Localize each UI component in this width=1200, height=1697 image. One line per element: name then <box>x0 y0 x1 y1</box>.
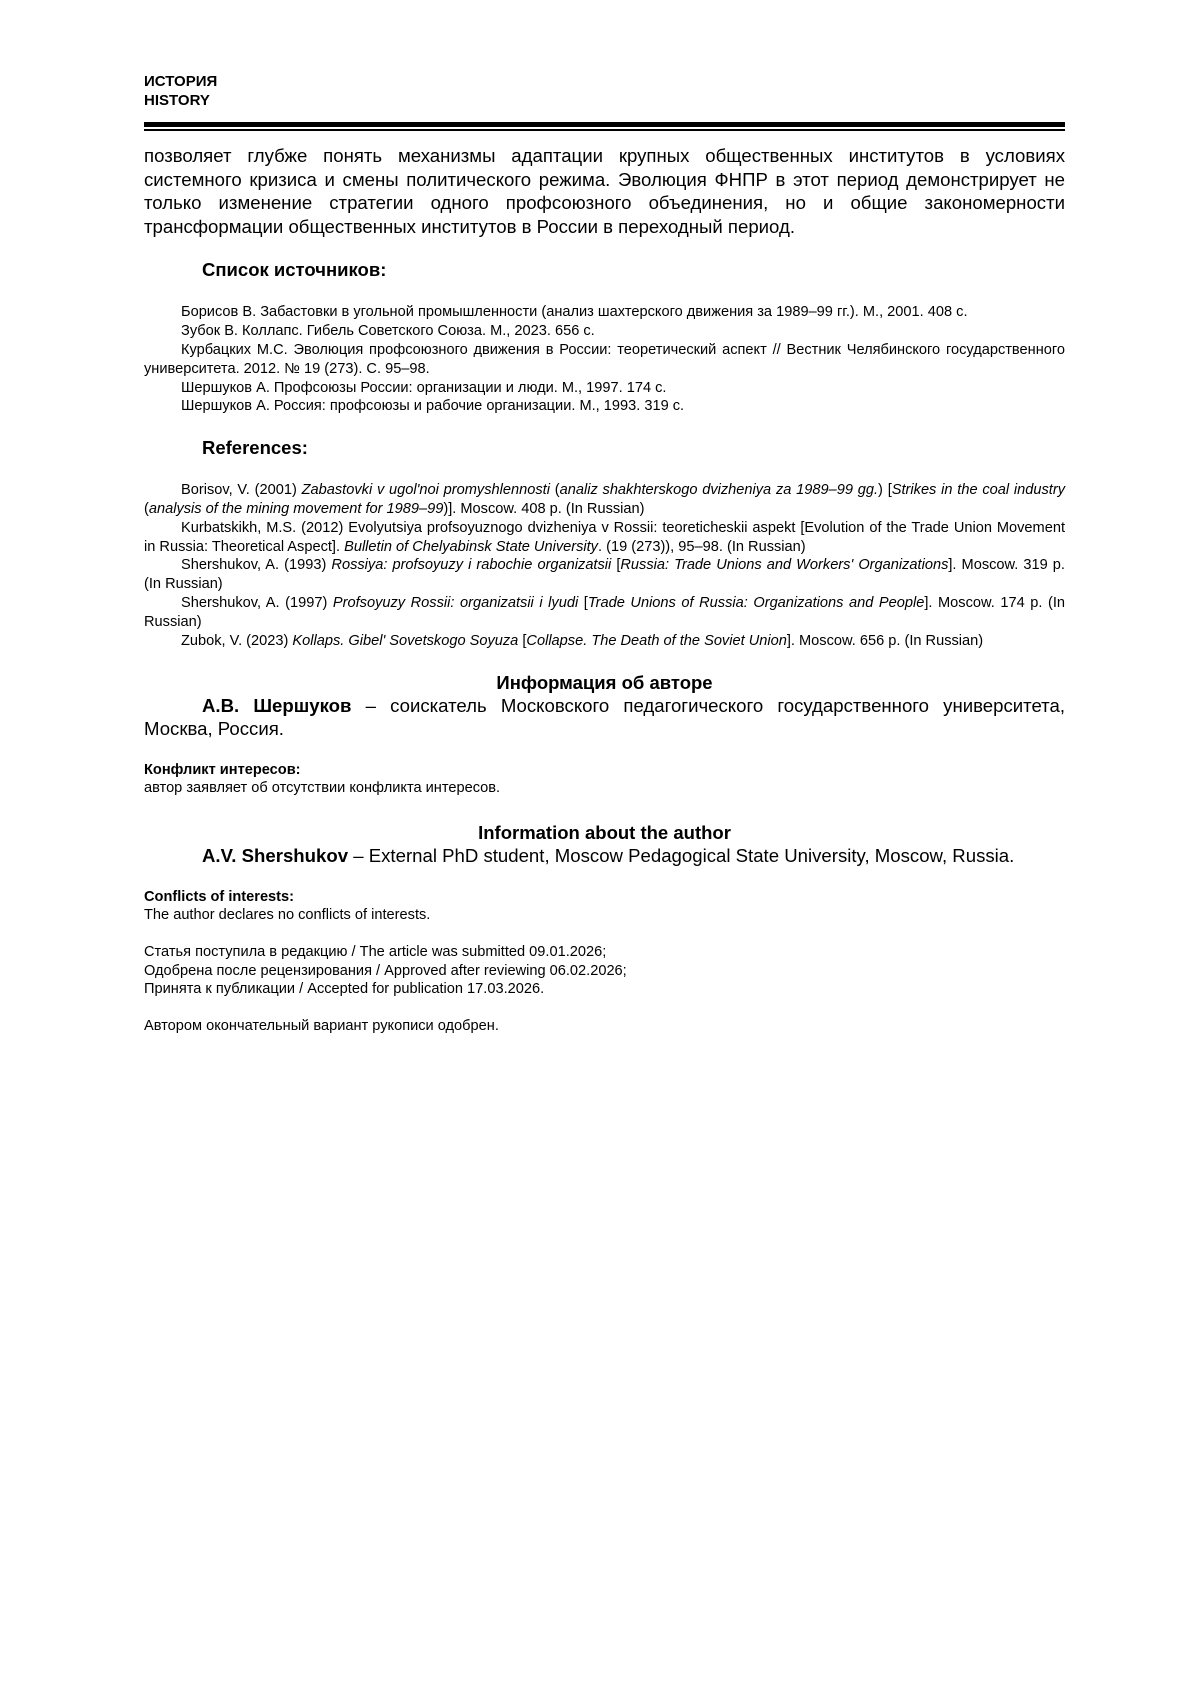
date-approved: Одобрена после рецензирования / Approved after reviewing 06.02.2026; <box>144 962 627 979</box>
conflict-text-en: The author declares no conflicts of interests. <box>144 906 431 923</box>
source-item: Шершуков А. Профсоюзы России: организации и люди. М., 1997. 174 с. <box>181 379 667 396</box>
body-paragraph: позволяет глубже понять механизмы адаптации крупных общественных институтов в условиях системного кризиса и смены политического режима. Эволюция ФНПР в этот период демонстрирует не только изменение стратегии одного профсоюзного объединения, но и общие закономерности трансформации общественных институтов в России в переходный период. <box>144 145 1065 237</box>
reference-item: Zubok, V. (2023) Kollaps. Gibel' Sovetskogo Soyuza [Collapse. The Death of the Soviet Union]. Moscow. 656 p. (In Russian) <box>181 632 984 649</box>
final-note: Автором окончательный вариант рукописи одобрен. <box>144 1017 499 1034</box>
author-info-ru: А.В. Шершуков – соискатель Московского педагогического государственного университета, Москва, Россия. <box>144 695 1065 740</box>
author-name-ru: А.В. Шершуков <box>202 695 352 717</box>
reference-item: Shershukov, A. (1993) Rossiya: profsoyuzy i rabochie organizatsii [Russia: Trade Unions and Workers' Organizations]. Moscow. 319 p. (In Russian) <box>144 557 1065 593</box>
reference-item: Kurbatskikh, M.S. (2012) Evolyutsiya profsoyuznogo dvizheniya v Rossii: teoreticheskii aspekt [Evolution of the Trade Union Movement in Russia: Theoretical Aspect]. Bulletin of Chelyabinsk State University. (19 (273)), 95–98. (In Russian) <box>144 519 1065 555</box>
running-head <box>144 72 217 110</box>
sources-heading: Список источников: <box>202 259 387 281</box>
references-heading: References: <box>202 437 308 459</box>
section-title-ru: ИСТОРИЯ <box>144 73 218 90</box>
header-rule-thin <box>144 129 1065 131</box>
author-name-en: A.V. Shershukov <box>202 844 349 866</box>
source-item: Борисов В. Забастовки в угольной промышленности (анализ шахтерского движения за 1989–99 гг.). М., 2001. 408 с. <box>181 304 968 321</box>
references-list <box>144 481 1065 650</box>
reference-item: Borisov, V. (2001) Zabastovki v ugol'noi promyshlennosti (analiz shakhterskogo dvizheniya za 1989–99 gg.) [Strikes in the coal industry (analysis of the mining movement for 1989–99)]. Moscow. 408 p. (In Russian) <box>144 482 1065 517</box>
author-info-en: A.V. Shershukov – External PhD student, Moscow Pedagogical State University, Moscow, Russia. <box>202 844 1015 866</box>
article-content <box>144 144 1065 1035</box>
conflict-label-ru: Конфликт интересов: <box>144 762 301 779</box>
author-info-heading-en: Information about the author <box>478 821 731 843</box>
header-rule-thick <box>144 122 1065 127</box>
author-info-heading-ru: Информация об авторе <box>496 672 713 694</box>
sources-list <box>144 303 1065 416</box>
reference-item: Shershukov, A. (1997) Profsoyuzy Rossii: organizatsii i lyudi [Trade Unions of Russia: Organizations and People]. Moscow. 174 p. (In Russian) <box>144 594 1066 630</box>
source-item: Зубок В. Коллапс. Гибель Советского Союза. М., 2023. 656 с. <box>181 323 595 340</box>
conflict-text-ru: автор заявляет об отсутствии конфликта интересов. <box>144 780 501 797</box>
date-submitted: Статья поступила в редакцию / The article was submitted 09.01.2026; <box>144 944 607 961</box>
conflict-label-en: Conflicts of interests: <box>144 888 295 905</box>
date-accepted: Принята к публикации / Accepted for publication 17.03.2026. <box>144 981 545 998</box>
source-item: Курбацких М.С. Эволюция профсоюзного движения в России: теоретический аспект // Вестник Челябинского государственного университета. 2012. № 19 (273). С. 95–98. <box>144 341 1065 377</box>
section-title-en: HISTORY <box>144 92 210 109</box>
source-item: Шершуков А. Россия: профсоюзы и рабочие организации. М., 1993. 319 с. <box>181 398 685 415</box>
